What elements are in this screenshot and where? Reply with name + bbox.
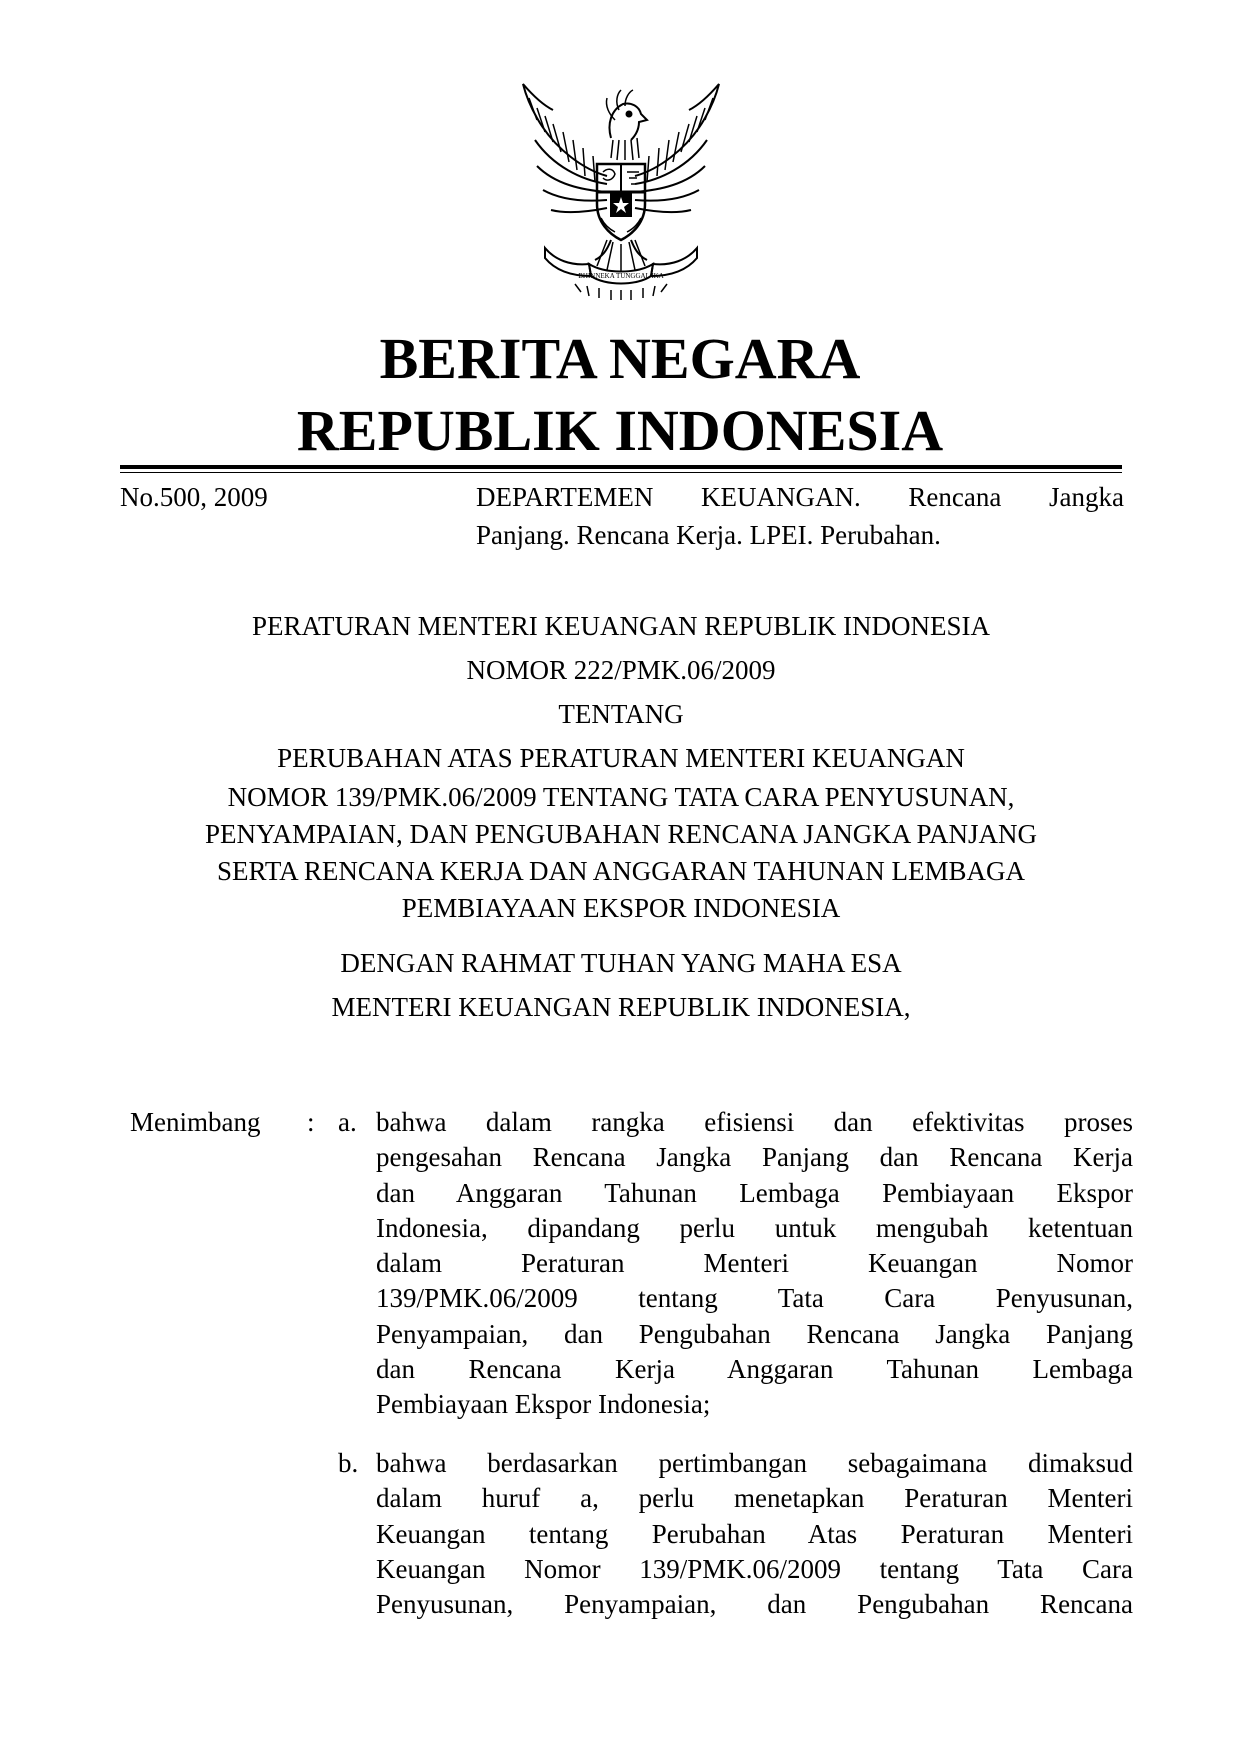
regulation-subject: [120, 779, 1122, 927]
paragraph-line: bahwa berdasarkan pertimbangan sebagaimana dimaksud: [376, 1448, 1133, 1478]
regulation-subject-line: SERTA RENCANA KERJA DAN ANGGARAN TAHUNAN LEMBAGA: [216, 856, 1026, 886]
garuda-emblem: [515, 80, 727, 302]
paragraph-line: Keuangan Nomor 139/PMK.06/2009 tentang Tata Cara: [376, 1553, 1133, 1584]
opening-line: MENTERI KEUANGAN REPUBLIK INDONESIA,: [331, 992, 911, 1022]
paragraph-line: Indonesia, dipandang perlu untuk mengubah ketentuan: [376, 1212, 1133, 1243]
opening-formula: [120, 941, 1122, 1029]
gazette-number: No.500, 2009: [120, 482, 268, 512]
gazette-description-line: DEPARTEMEN KEUANGAN. Rencana Jangka: [476, 482, 1124, 512]
paragraph-line: dan Anggaran Tahunan Lembaga Pembiayaan Ekspor: [376, 1177, 1133, 1208]
gazette-description-line: Panjang. Rencana Kerja. LPEI. Perubahan.: [476, 520, 941, 550]
paragraph-line: Keuangan tentang Perubahan Atas Peraturan Menteri: [376, 1518, 1133, 1549]
paragraph-line: dalam huruf a, perlu menetapkan Peraturan Menteri: [376, 1483, 1133, 1514]
paragraph-line: pengesahan Rencana Jangka Panjang dan Rencana Kerja: [376, 1142, 1133, 1173]
paragraph-line: Penyampaian, dan Pengubahan Rencana Jangka Panjang: [376, 1318, 1133, 1349]
item-letter-b: b.: [338, 1448, 359, 1478]
masthead-rule: [120, 465, 1122, 469]
gazette-description: [476, 478, 1124, 554]
regulation-title-line: PERATURAN MENTERI KEUANGAN REPUBLIK INDONESIA: [252, 611, 990, 641]
considering-item-b: [376, 1446, 1133, 1622]
regulation-title-line: PERUBAHAN ATAS PERATURAN MENTERI KEUANGAN: [277, 743, 965, 773]
considering-label: Menimbang: [130, 1107, 261, 1137]
opening-line: DENGAN RAHMAT TUHAN YANG MAHA ESA: [340, 948, 902, 978]
regulation-number: NOMOR 222/PMK.06/2009: [466, 655, 776, 685]
paragraph-line: dan Rencana Kerja Anggaran Tahunan Lembaga: [376, 1354, 1133, 1385]
item-letter-a: a.: [338, 1107, 357, 1137]
regulation-subject-line: PEMBIAYAAN EKSPOR INDONESIA: [401, 893, 841, 923]
considering-colon: :: [307, 1107, 315, 1137]
paragraph-line: dalam Peraturan Menteri Keuangan Nomor: [376, 1248, 1133, 1279]
paragraph-line: bahwa dalam rangka efisiensi dan efektivitas proses: [376, 1107, 1133, 1137]
regulation-about: TENTANG: [558, 699, 684, 729]
svg-text:BHINNEKA TUNGGAL IKA: BHINNEKA TUNGGAL IKA: [578, 272, 664, 280]
paragraph-line: Penyusunan, Penyampaian, dan Pengubahan Rencana: [376, 1589, 1133, 1620]
regulation-title: [120, 604, 1122, 780]
paragraph-line: 139/PMK.06/2009 tentang Tata Cara Penyusunan,: [376, 1283, 1133, 1314]
regulation-subject-line: PENYAMPAIAN, DAN PENGUBAHAN RENCANA JANGKA PANJANG: [204, 819, 1038, 849]
paragraph-line: Pembiayaan Ekspor Indonesia;: [376, 1389, 711, 1420]
regulation-subject-line: NOMOR 139/PMK.06/2009 TENTANG TATA CARA PENYUSUNAN,: [227, 782, 1015, 812]
masthead-subtitle: REPUBLIK INDONESIA: [296, 398, 944, 463]
masthead-title: BERITA NEGARA: [379, 326, 861, 391]
considering-item-a: [376, 1105, 1133, 1423]
masthead-rule-thin: [120, 472, 1122, 473]
